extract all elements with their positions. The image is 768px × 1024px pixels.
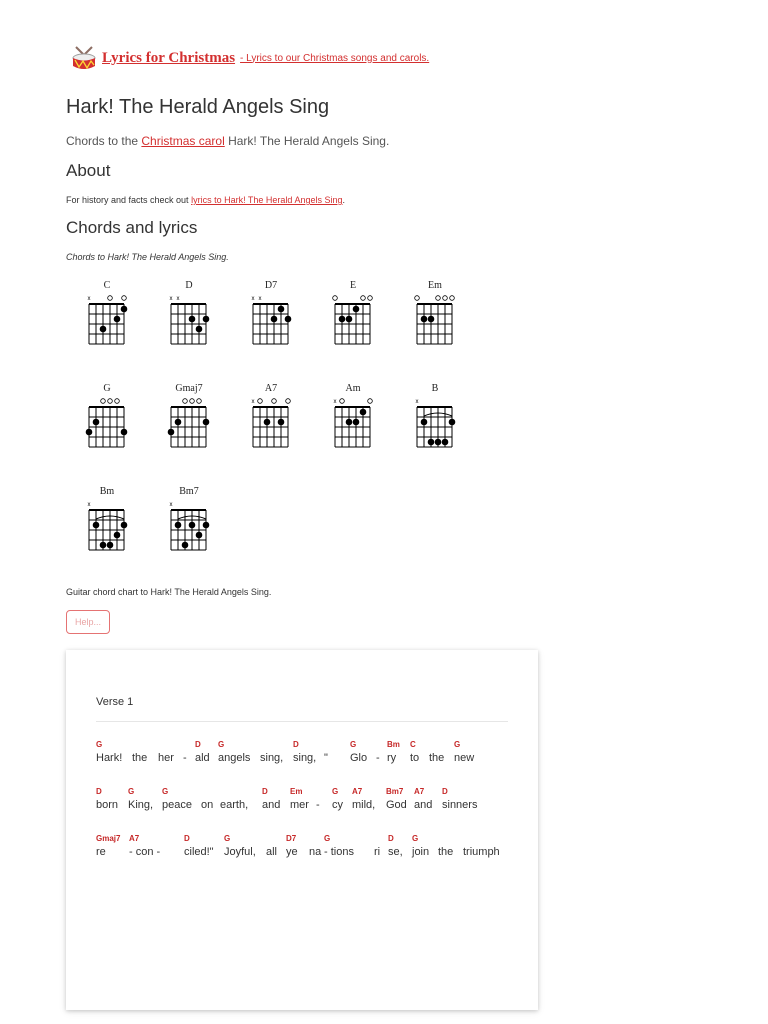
lyric-text: mild, (352, 799, 376, 811)
chord-label[interactable]: D (262, 787, 268, 796)
chord-diagram (72, 383, 142, 455)
chord-name: E (349, 280, 357, 291)
finger-dot (113, 316, 120, 323)
lyric-text: - (376, 752, 380, 764)
chord-diagram (400, 383, 470, 455)
chord-nut (417, 406, 452, 408)
chord-label[interactable] (463, 832, 500, 845)
chord-diagram (236, 280, 306, 352)
lyrics-card (66, 650, 538, 1010)
finger-dot (99, 326, 106, 333)
about-prefix: For history and facts check out (66, 195, 189, 205)
finger-dot (167, 429, 174, 436)
chord-fretboard (408, 397, 463, 455)
lyric-segment (463, 832, 500, 859)
finger-dot (106, 542, 113, 549)
chord-label[interactable] (183, 738, 187, 751)
chord-name: A7 (264, 383, 278, 394)
chord-nut (253, 406, 288, 408)
chord-name: Bm7 (179, 486, 199, 497)
lyric-segment (454, 738, 474, 765)
open-string-marker (435, 296, 440, 301)
muted-string-marker: x (415, 399, 418, 405)
chord-fretboard (162, 294, 217, 352)
about-heading: About (66, 161, 111, 180)
site-header (70, 44, 429, 72)
chord-label[interactable] (158, 738, 174, 751)
chord-nut (171, 509, 206, 511)
chord-label[interactable] (438, 832, 453, 845)
chord-label[interactable]: A7 (129, 834, 140, 843)
verse-title: Verse 1 (96, 696, 134, 708)
site-tagline-link[interactable]: - Lyrics to our Christmas songs and carols. (240, 52, 430, 64)
chord-label[interactable]: D (96, 787, 102, 796)
chord-label[interactable]: Bm (387, 740, 400, 749)
finger-dot (263, 419, 270, 426)
chord-label[interactable] (316, 785, 320, 798)
lyric-text: se, (388, 846, 403, 858)
lyric-segment (129, 832, 160, 859)
finger-dot (113, 532, 120, 539)
chord-name: C (103, 280, 111, 291)
lyric-segment (96, 785, 118, 812)
chord-label[interactable] (220, 785, 248, 798)
chord-label[interactable]: G (332, 787, 339, 796)
lyric-segment (350, 738, 367, 765)
finger-dot (188, 316, 195, 323)
lyric-segment (309, 832, 321, 859)
muted-string-marker: x (251, 399, 254, 405)
open-string-marker (414, 296, 419, 301)
about-text (66, 195, 345, 205)
finger-dot (202, 419, 209, 426)
chord-diagram (154, 383, 224, 455)
finger-dot (181, 542, 188, 549)
open-string-marker (285, 399, 290, 404)
muted-string-marker: x (176, 296, 179, 302)
lyric-segment (352, 785, 375, 812)
chords-subtitle: Chords to Hark! The Herald Angels Sing. (66, 252, 229, 262)
lyric-text: sing, (293, 752, 317, 764)
lyric-segment (195, 738, 210, 765)
lyric-segment (324, 738, 328, 765)
open-string-marker (332, 296, 337, 301)
lyric-line (96, 832, 516, 862)
chord-label[interactable]: Bm7 (386, 787, 404, 796)
chord-name: Bm (99, 486, 115, 497)
chord-label[interactable] (374, 832, 380, 845)
lyric-text: the (438, 846, 454, 858)
finger-dot (352, 419, 359, 426)
lyric-text: ye (286, 846, 298, 858)
finger-dot (345, 316, 352, 323)
lyric-segment (183, 738, 187, 765)
lyric-segment (224, 832, 256, 859)
chord-diagram (72, 486, 142, 558)
lyric-text: - (183, 752, 187, 764)
finger-dot (359, 409, 366, 416)
finger-dot (92, 522, 99, 529)
chord-label[interactable] (309, 832, 321, 845)
lyric-text: join (412, 846, 430, 858)
chord-label[interactable]: G (128, 787, 135, 796)
finger-dot (202, 522, 209, 529)
open-string-marker (114, 399, 119, 404)
open-string-marker (182, 399, 187, 404)
lyric-text: new (454, 752, 475, 764)
lyric-segment (290, 785, 309, 812)
lyric-text: King, (128, 799, 154, 811)
lyric-text: sinners (442, 799, 478, 811)
chord-name: Em (428, 280, 442, 291)
muted-string-marker: x (87, 502, 90, 508)
lyric-text: born (96, 799, 119, 811)
chord-diagram (318, 280, 388, 352)
lyric-segment (260, 738, 283, 765)
chord-label[interactable]: G (96, 740, 103, 749)
finger-dot (441, 439, 448, 446)
lyric-segment (286, 832, 298, 859)
finger-dot (202, 316, 209, 323)
chord-label[interactable]: A7 (414, 787, 425, 796)
chord-diagram (72, 280, 142, 352)
finger-dot (420, 419, 427, 426)
lyric-text: " (324, 752, 328, 764)
chord-fretboard (80, 294, 135, 352)
verse-divider (96, 721, 508, 722)
open-string-marker (257, 399, 262, 404)
chord-diagram (154, 486, 224, 558)
lyric-text: - con - (129, 846, 161, 858)
lyric-text: peace (162, 799, 192, 811)
lyric-text: - (316, 799, 320, 811)
open-string-marker (121, 296, 126, 301)
finger-dot (92, 419, 99, 426)
chord-fretboard (326, 294, 381, 352)
lyric-text: on (201, 799, 214, 811)
finger-dot (277, 419, 284, 426)
chord-label[interactable]: D (184, 834, 190, 843)
chord-label[interactable]: D7 (286, 834, 297, 843)
lyric-text: and (262, 799, 281, 811)
lyric-text: cy (332, 799, 343, 811)
muted-string-marker: x (251, 296, 254, 302)
finger-dot (85, 429, 92, 436)
lyric-line (96, 738, 516, 768)
lyric-text: all (266, 846, 278, 858)
site-brand-link[interactable]: Lyrics for Christmas (102, 49, 236, 66)
open-string-marker (271, 399, 276, 404)
chord-fretboard (162, 397, 217, 455)
chord-nut (335, 406, 370, 408)
finger-dot (427, 316, 434, 323)
chord-label[interactable]: G (454, 740, 461, 749)
lyric-text: Glo (350, 752, 368, 764)
chord-nut (171, 406, 206, 408)
lyric-text: Hark! (96, 752, 123, 764)
lyric-text: ald (195, 752, 210, 764)
chord-label[interactable]: D (195, 740, 201, 749)
lyric-text: ri (374, 846, 381, 858)
lyric-segment (158, 738, 174, 765)
finger-dot (120, 429, 127, 436)
lyric-text: God (386, 799, 407, 811)
open-string-marker (449, 296, 454, 301)
lyric-text: sing, (260, 752, 284, 764)
finger-dot (284, 316, 291, 323)
muted-string-marker: x (258, 296, 261, 302)
chord-label[interactable] (376, 738, 380, 751)
finger-dot (188, 522, 195, 529)
chord-label[interactable] (266, 832, 277, 845)
muted-string-marker: x (169, 502, 172, 508)
chord-nut (171, 303, 206, 305)
muted-string-marker: x (333, 399, 336, 405)
lyric-text: re (96, 846, 106, 858)
intro-suffix: Hark! The Herald Angels Sing. (228, 134, 390, 148)
open-string-marker (100, 399, 105, 404)
chord-fretboard (326, 397, 381, 455)
chord-nut (417, 303, 452, 305)
chord-name: G (103, 383, 111, 394)
chord-label[interactable] (324, 738, 328, 751)
lyric-segment (293, 738, 316, 765)
lyric-segment (201, 785, 213, 812)
finger-dot (195, 326, 202, 333)
open-string-marker (107, 399, 112, 404)
lyric-segment (266, 832, 277, 859)
chord-fretboard (244, 294, 299, 352)
finger-dot (174, 522, 181, 529)
intro-prefix: Chords to the (66, 134, 139, 148)
lyric-segment (132, 738, 147, 765)
lyric-text: her (158, 752, 174, 764)
chord-name: D7 (264, 280, 278, 291)
open-string-marker (442, 296, 447, 301)
lyric-segment (376, 738, 380, 765)
lyric-text: to (410, 752, 420, 764)
lyric-segment (262, 785, 280, 812)
chord-label[interactable]: G (218, 740, 225, 749)
lyric-segment (429, 738, 444, 765)
help-button[interactable]: Help... (66, 610, 110, 634)
finger-dot (352, 306, 359, 313)
lyric-segment (332, 785, 343, 812)
chord-fretboard (244, 397, 299, 455)
lyric-text: the (429, 752, 445, 764)
lyric-segment (96, 738, 122, 765)
chord-name: Gmaj7 (175, 383, 203, 394)
finger-dot (434, 439, 441, 446)
chord-fretboard (80, 500, 135, 558)
finger-dot (120, 306, 127, 313)
chord-label[interactable]: C (410, 740, 416, 749)
chord-label[interactable] (429, 738, 444, 751)
lyric-text: na (309, 846, 322, 858)
lyric-segment (374, 832, 380, 859)
lyric-text: and (414, 799, 433, 811)
chord-nut (253, 303, 288, 305)
chord-label[interactable]: Em (290, 787, 303, 796)
lyric-text: ry (387, 752, 397, 764)
finger-dot (448, 419, 455, 426)
muted-string-marker: x (87, 296, 90, 302)
finger-dot (338, 316, 345, 323)
chord-label[interactable]: G (350, 740, 357, 749)
lyric-text: - tions (324, 846, 354, 858)
chord-nut (89, 406, 124, 408)
open-string-marker (360, 296, 365, 301)
finger-dot (345, 419, 352, 426)
chord-label[interactable]: D (442, 787, 448, 796)
chord-label[interactable] (201, 785, 213, 798)
lyric-segment (387, 738, 400, 765)
finger-dot (270, 316, 277, 323)
chart-caption: Guitar chord chart to Hark! The Herald Angels Sing. (66, 587, 272, 597)
chord-nut (335, 303, 370, 305)
lyric-segment (184, 832, 214, 859)
lyric-segment (414, 785, 432, 812)
chord-fretboard (162, 500, 217, 558)
lyric-text: the (132, 752, 148, 764)
christmas-carol-link[interactable]: Christmas carol (141, 134, 225, 148)
chords-heading: Chords and lyrics (66, 218, 198, 237)
lyric-segment (96, 832, 120, 859)
lyric-text: Joyful, (224, 846, 256, 858)
chord-name: D (185, 280, 193, 291)
finger-dot (420, 316, 427, 323)
chord-diagram (154, 280, 224, 352)
chord-nut (89, 509, 124, 511)
lyric-text: earth, (220, 799, 249, 811)
lyric-line (96, 785, 516, 815)
chord-label[interactable]: G (324, 834, 331, 843)
chord-diagram (236, 383, 306, 455)
lyric-segment (412, 832, 429, 859)
lyric-segment (388, 832, 403, 859)
chord-label[interactable]: D (293, 740, 299, 749)
chord-label[interactable]: G (162, 787, 169, 796)
finger-dot (120, 522, 127, 529)
intro-text (66, 134, 389, 148)
lyric-segment (386, 785, 407, 812)
lyrics-link[interactable]: lyrics to Hark! The Herald Angels Sing (191, 195, 343, 205)
about-suffix: . (342, 195, 345, 205)
page-title: Hark! The Herald Angels Sing (66, 96, 330, 118)
lyric-segment (438, 832, 453, 859)
chord-fretboard (80, 397, 135, 455)
lyric-segment (128, 785, 153, 812)
lyric-segment (220, 785, 248, 812)
lyric-text: triumph (463, 846, 500, 858)
chord-nut (89, 303, 124, 305)
lyric-text: ciled!" (184, 846, 214, 858)
chord-name: Am (345, 383, 361, 394)
chord-name: B (431, 383, 439, 394)
lyric-text: mer (290, 799, 309, 811)
finger-dot (277, 306, 284, 313)
open-string-marker (107, 296, 112, 301)
chord-label[interactable] (132, 738, 147, 751)
chord-label[interactable]: G (224, 834, 231, 843)
open-string-marker (339, 399, 344, 404)
chord-fretboard (408, 294, 463, 352)
finger-dot (427, 439, 434, 446)
chord-label[interactable]: A7 (352, 787, 363, 796)
finger-dot (99, 542, 106, 549)
chord-label[interactable]: G (412, 834, 419, 843)
chord-diagram (318, 383, 388, 455)
lyric-segment (442, 785, 477, 812)
lyric-segment (162, 785, 192, 812)
lyric-text: angels (218, 752, 251, 764)
open-string-marker (367, 399, 372, 404)
lyric-segment (410, 738, 419, 765)
chord-diagram (400, 280, 470, 352)
lyric-segment (324, 832, 354, 859)
lyric-segment (316, 785, 320, 812)
muted-string-marker: x (169, 296, 172, 302)
chord-label[interactable]: Gmaj7 (96, 834, 121, 843)
lyric-segment (218, 738, 250, 765)
finger-dot (195, 532, 202, 539)
chord-label[interactable]: D (388, 834, 394, 843)
open-string-marker (196, 399, 201, 404)
chord-label[interactable] (260, 738, 283, 751)
drum-icon[interactable] (70, 44, 98, 72)
open-string-marker (189, 399, 194, 404)
open-string-marker (367, 296, 372, 301)
finger-dot (174, 419, 181, 426)
